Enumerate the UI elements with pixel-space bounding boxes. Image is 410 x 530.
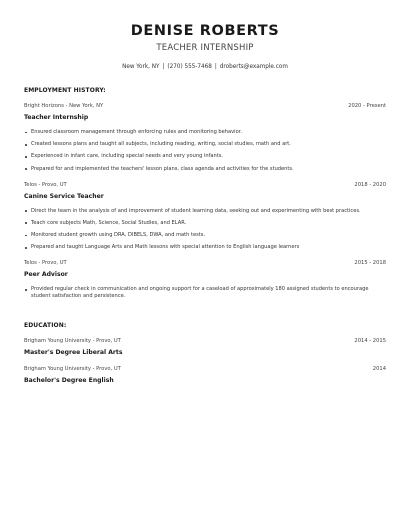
job-employer: Telos - Provo, UT [24, 260, 67, 267]
job-role: Peer Advisor [24, 271, 68, 279]
contact-line [24, 63, 386, 71]
job-bullet-list [24, 286, 386, 300]
job-bullet: Direct the team in the analysis of and improvement of student learning data, seeking out and experimenting with best practices. [24, 208, 386, 215]
job-entry [24, 103, 386, 173]
education-entry [24, 338, 386, 357]
education-header [24, 338, 386, 345]
candidate-name: DENISE ROBERTS [130, 23, 280, 39]
contact-separator: | [162, 64, 165, 70]
job-bullet: Provided regular check in communication and ongoing support for a caseload of approximately 180 assigned students to encourage student satisfaction and persistence. [24, 286, 386, 300]
employment-section-title: EMPLOYMENT HISTORY: [24, 87, 106, 94]
education-header [24, 366, 386, 373]
education-dates: 2014 - 2015 [354, 338, 386, 345]
job-role: Canine Service Teacher [24, 192, 104, 200]
job-bullet: Monitored student growth using DRA, DIBELS, DWA, and math tests. [24, 232, 386, 239]
education-degree: Master's Degree Liberal Arts [24, 349, 123, 357]
job-header [24, 182, 386, 189]
contact-location: New York, NY [122, 64, 160, 70]
education-section-title: EDUCATION: [24, 322, 67, 330]
job-role: Teacher Internship [24, 114, 89, 121]
job-dates: 2015 - 2018 [354, 260, 386, 267]
job-header [24, 260, 386, 267]
job-bullet: Prepared for and implemented the teachers' lesson plans, class agenda and activities for the students. [24, 166, 386, 173]
education-degree: Bachelor's Degree English [24, 377, 114, 385]
job-bullet-list [24, 129, 386, 173]
education-dates: 2014 [372, 366, 386, 373]
education-entry [24, 366, 386, 385]
job-header [24, 103, 386, 110]
contact-email: droberts@example.com [219, 64, 288, 70]
job-bullet: Teach core subjects Math, Science, Social Studies, and ELAR. [24, 220, 386, 227]
job-dates: 2018 - 2020 [354, 181, 386, 188]
job-employer: Telos - Provo, UT [24, 181, 67, 188]
contact-phone: (270) 555-7468 [167, 64, 212, 70]
job-bullet: Prepared and taught Language Arts and Math lessons with special attention to English language learners [24, 244, 386, 251]
resume-subtitle: TEACHER INTERNSHIP [156, 43, 254, 53]
job-bullet: Experienced in infant care, including special needs and very young infants. [24, 153, 386, 160]
education-school: Brigham Young University - Provo, UT [24, 366, 121, 373]
job-bullet-list [24, 208, 386, 252]
job-employer: Bright Horizons - New York, NY [24, 103, 104, 109]
education-school: Brigham Young University - Provo, UT [24, 338, 121, 345]
job-dates: 2020 - Present [348, 103, 386, 109]
job-bullet: Ensured classroom management through enforcing rules and monitoring behavior. [24, 129, 386, 136]
job-entry [24, 182, 386, 252]
job-entry [24, 260, 386, 300]
job-bullet: Created lessons plans and taught all subjects, including reading, writing, social studies, math and art. [24, 141, 386, 148]
contact-separator: | [214, 64, 217, 70]
